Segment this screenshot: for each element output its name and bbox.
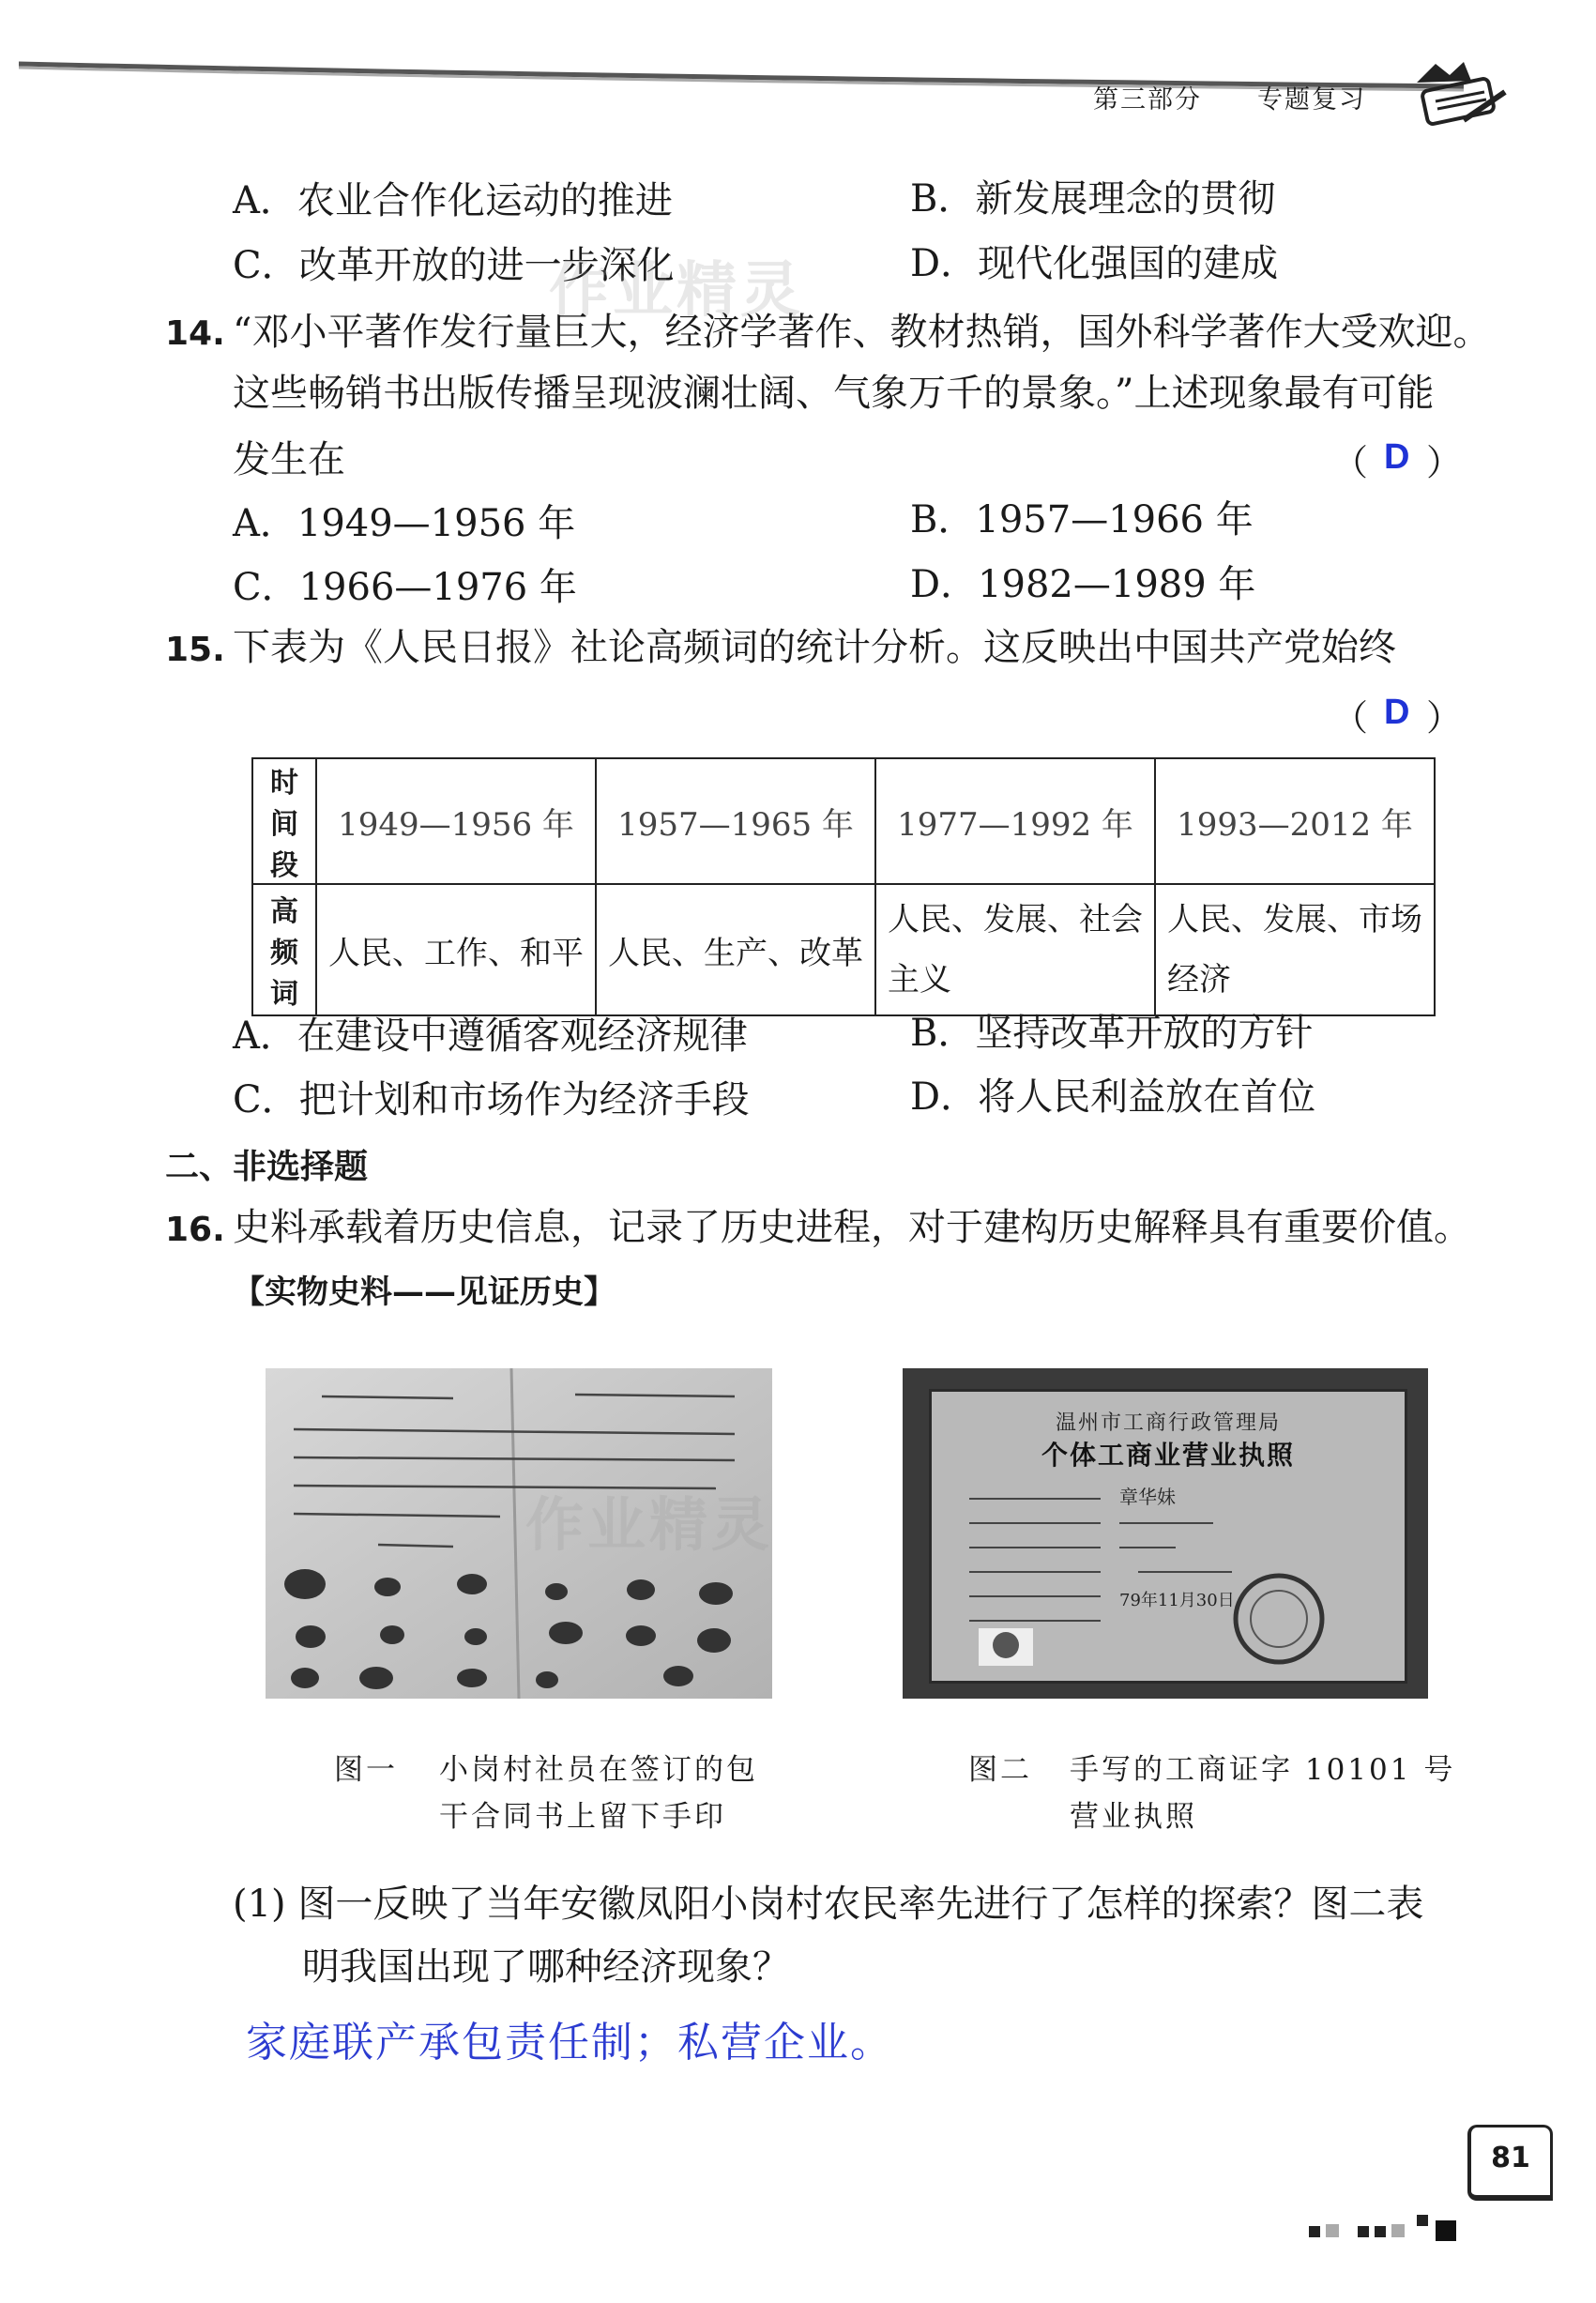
q16-sub1-line1: (1) 图一反映了当年安徽凤阳小岗村农民率先进行了怎样的探索？图二表 bbox=[233, 1883, 1424, 1926]
q15-table-period-header: 时间段 bbox=[252, 758, 316, 884]
watermark-top: 作业精灵 bbox=[549, 256, 804, 326]
q16-subtitle: 【实物史料——见证历史】 bbox=[233, 1274, 616, 1311]
q14-paren-open: （ bbox=[1332, 442, 1369, 483]
header-topic: 专题复习 bbox=[1257, 85, 1366, 114]
q15-table-period-4: 1993—2012 年 bbox=[1155, 758, 1435, 884]
license-inner bbox=[929, 1389, 1407, 1684]
q15-table-words-3 bbox=[875, 884, 1155, 1015]
q16-sub1-line2: 明我国出现了哪种经济现象？ bbox=[302, 1945, 790, 1989]
license-title: 个体工商业营业执照 bbox=[1041, 1440, 1295, 1471]
q14-option-c: C．1966—1976 年 bbox=[233, 566, 577, 609]
figure2-caption-line1: 手写的工商证字 10101 号 bbox=[1070, 1753, 1456, 1787]
figure1-caption-line1: 小岗村社员在签订的包 bbox=[439, 1753, 758, 1787]
license-name: 章华妹 bbox=[1119, 1486, 1176, 1508]
q15-table-words-4-line1: 人民、发展、市场 bbox=[1167, 901, 1422, 938]
q16-number: 16. bbox=[165, 1211, 225, 1249]
q14-option-d: D．1982—1989 年 bbox=[910, 563, 1256, 606]
q15-table-row-periods bbox=[252, 758, 1435, 884]
q14-stem-line2: 这些畅销书出版传播呈现波澜壮阔、气象万千的景象。”上述现象最有可能 bbox=[233, 372, 1435, 415]
q15-paren-close: ） bbox=[1426, 697, 1463, 739]
license-org: 温州市工商行政管理局 bbox=[1055, 1411, 1281, 1435]
q15-table-row-words bbox=[252, 884, 1435, 1015]
q14-stem-line1: “邓小平著作发行量巨大，经济学著作、教材热销，国外科学著作大受欢迎。 bbox=[233, 311, 1491, 354]
q16-stem: 史料承载着历史信息，记录了历史进程，对于建构历史解释具有重要价值。 bbox=[233, 1206, 1471, 1249]
figure1-caption-label: 图一 bbox=[334, 1753, 398, 1787]
q15-table-words-3-line2: 主义 bbox=[888, 961, 951, 999]
q15-table-words-4 bbox=[1155, 884, 1435, 1015]
figure2-license-photo bbox=[903, 1368, 1428, 1699]
figure2-caption-label: 图二 bbox=[968, 1753, 1032, 1787]
watermark-figure: 作业精灵 bbox=[525, 1490, 774, 1559]
q15-table-words-header: 高频词 bbox=[252, 884, 316, 1015]
header-section: 第三部分 bbox=[1093, 85, 1202, 114]
q15-table-words-1: 人民、工作、和平 bbox=[316, 884, 596, 1015]
q13-option-a: A．农业合作化运动的推进 bbox=[233, 179, 673, 222]
q14-answer: D bbox=[1384, 437, 1410, 477]
q15-stem: 下表为《人民日报》社论高频词的统计分析。这反映出中国共产党始终 bbox=[233, 626, 1396, 669]
q14-number: 14. bbox=[165, 314, 225, 353]
q13-option-b: B．新发展理念的贯彻 bbox=[910, 177, 1276, 221]
q15-paren-open: （ bbox=[1332, 697, 1369, 739]
footer-decoration bbox=[1309, 2205, 1497, 2247]
book-pencil-icon bbox=[1407, 54, 1511, 133]
q14-option-b: B．1957—1966 年 bbox=[910, 498, 1254, 541]
q15-option-a: A．在建设中遵循客观经济规律 bbox=[233, 1014, 748, 1058]
q15-table-period-3: 1977—1992 年 bbox=[875, 758, 1155, 884]
q15-table bbox=[251, 757, 1436, 1016]
license-date: 79年11月30日 bbox=[1119, 1591, 1235, 1610]
q15-table-words-3-line1: 人民、发展、社会 bbox=[888, 901, 1143, 938]
q14-paren-close: ） bbox=[1426, 442, 1463, 483]
page-number-box bbox=[1467, 2125, 1553, 2201]
q15-option-d: D．将人民利益放在首位 bbox=[910, 1075, 1316, 1119]
q13-option-d: D．现代化强国的建成 bbox=[910, 242, 1279, 285]
page-number: 81 bbox=[1491, 2142, 1530, 2174]
q15-table-words-4-line2: 经济 bbox=[1167, 961, 1231, 999]
section2-title: 二、非选择题 bbox=[165, 1148, 369, 1186]
figure2-caption-line2: 营业执照 bbox=[1070, 1800, 1197, 1834]
q15-answer: D bbox=[1384, 693, 1410, 732]
q13-option-c: C．改革开放的进一步深化 bbox=[233, 244, 675, 287]
q15-option-b: B．坚持改革开放的方针 bbox=[910, 1012, 1314, 1055]
q15-table-words-2: 人民、生产、改革 bbox=[596, 884, 875, 1015]
q15-number: 15. bbox=[165, 631, 225, 669]
q14-stem-line3: 发生在 bbox=[233, 438, 345, 481]
q15-answer-bracket bbox=[1332, 687, 1464, 739]
figure1-caption-line2: 干合同书上留下手印 bbox=[439, 1800, 726, 1834]
q15-table-period-1: 1949—1956 年 bbox=[316, 758, 596, 884]
q14-option-a: A．1949—1956 年 bbox=[233, 502, 576, 545]
q16-sub1-answer: 家庭联产承包责任制；私营企业。 bbox=[246, 2019, 893, 2067]
q15-table-period-2: 1957—1965 年 bbox=[596, 758, 875, 884]
q15-option-c: C．把计划和市场作为经济手段 bbox=[233, 1078, 750, 1121]
q14-answer-bracket bbox=[1332, 432, 1464, 483]
